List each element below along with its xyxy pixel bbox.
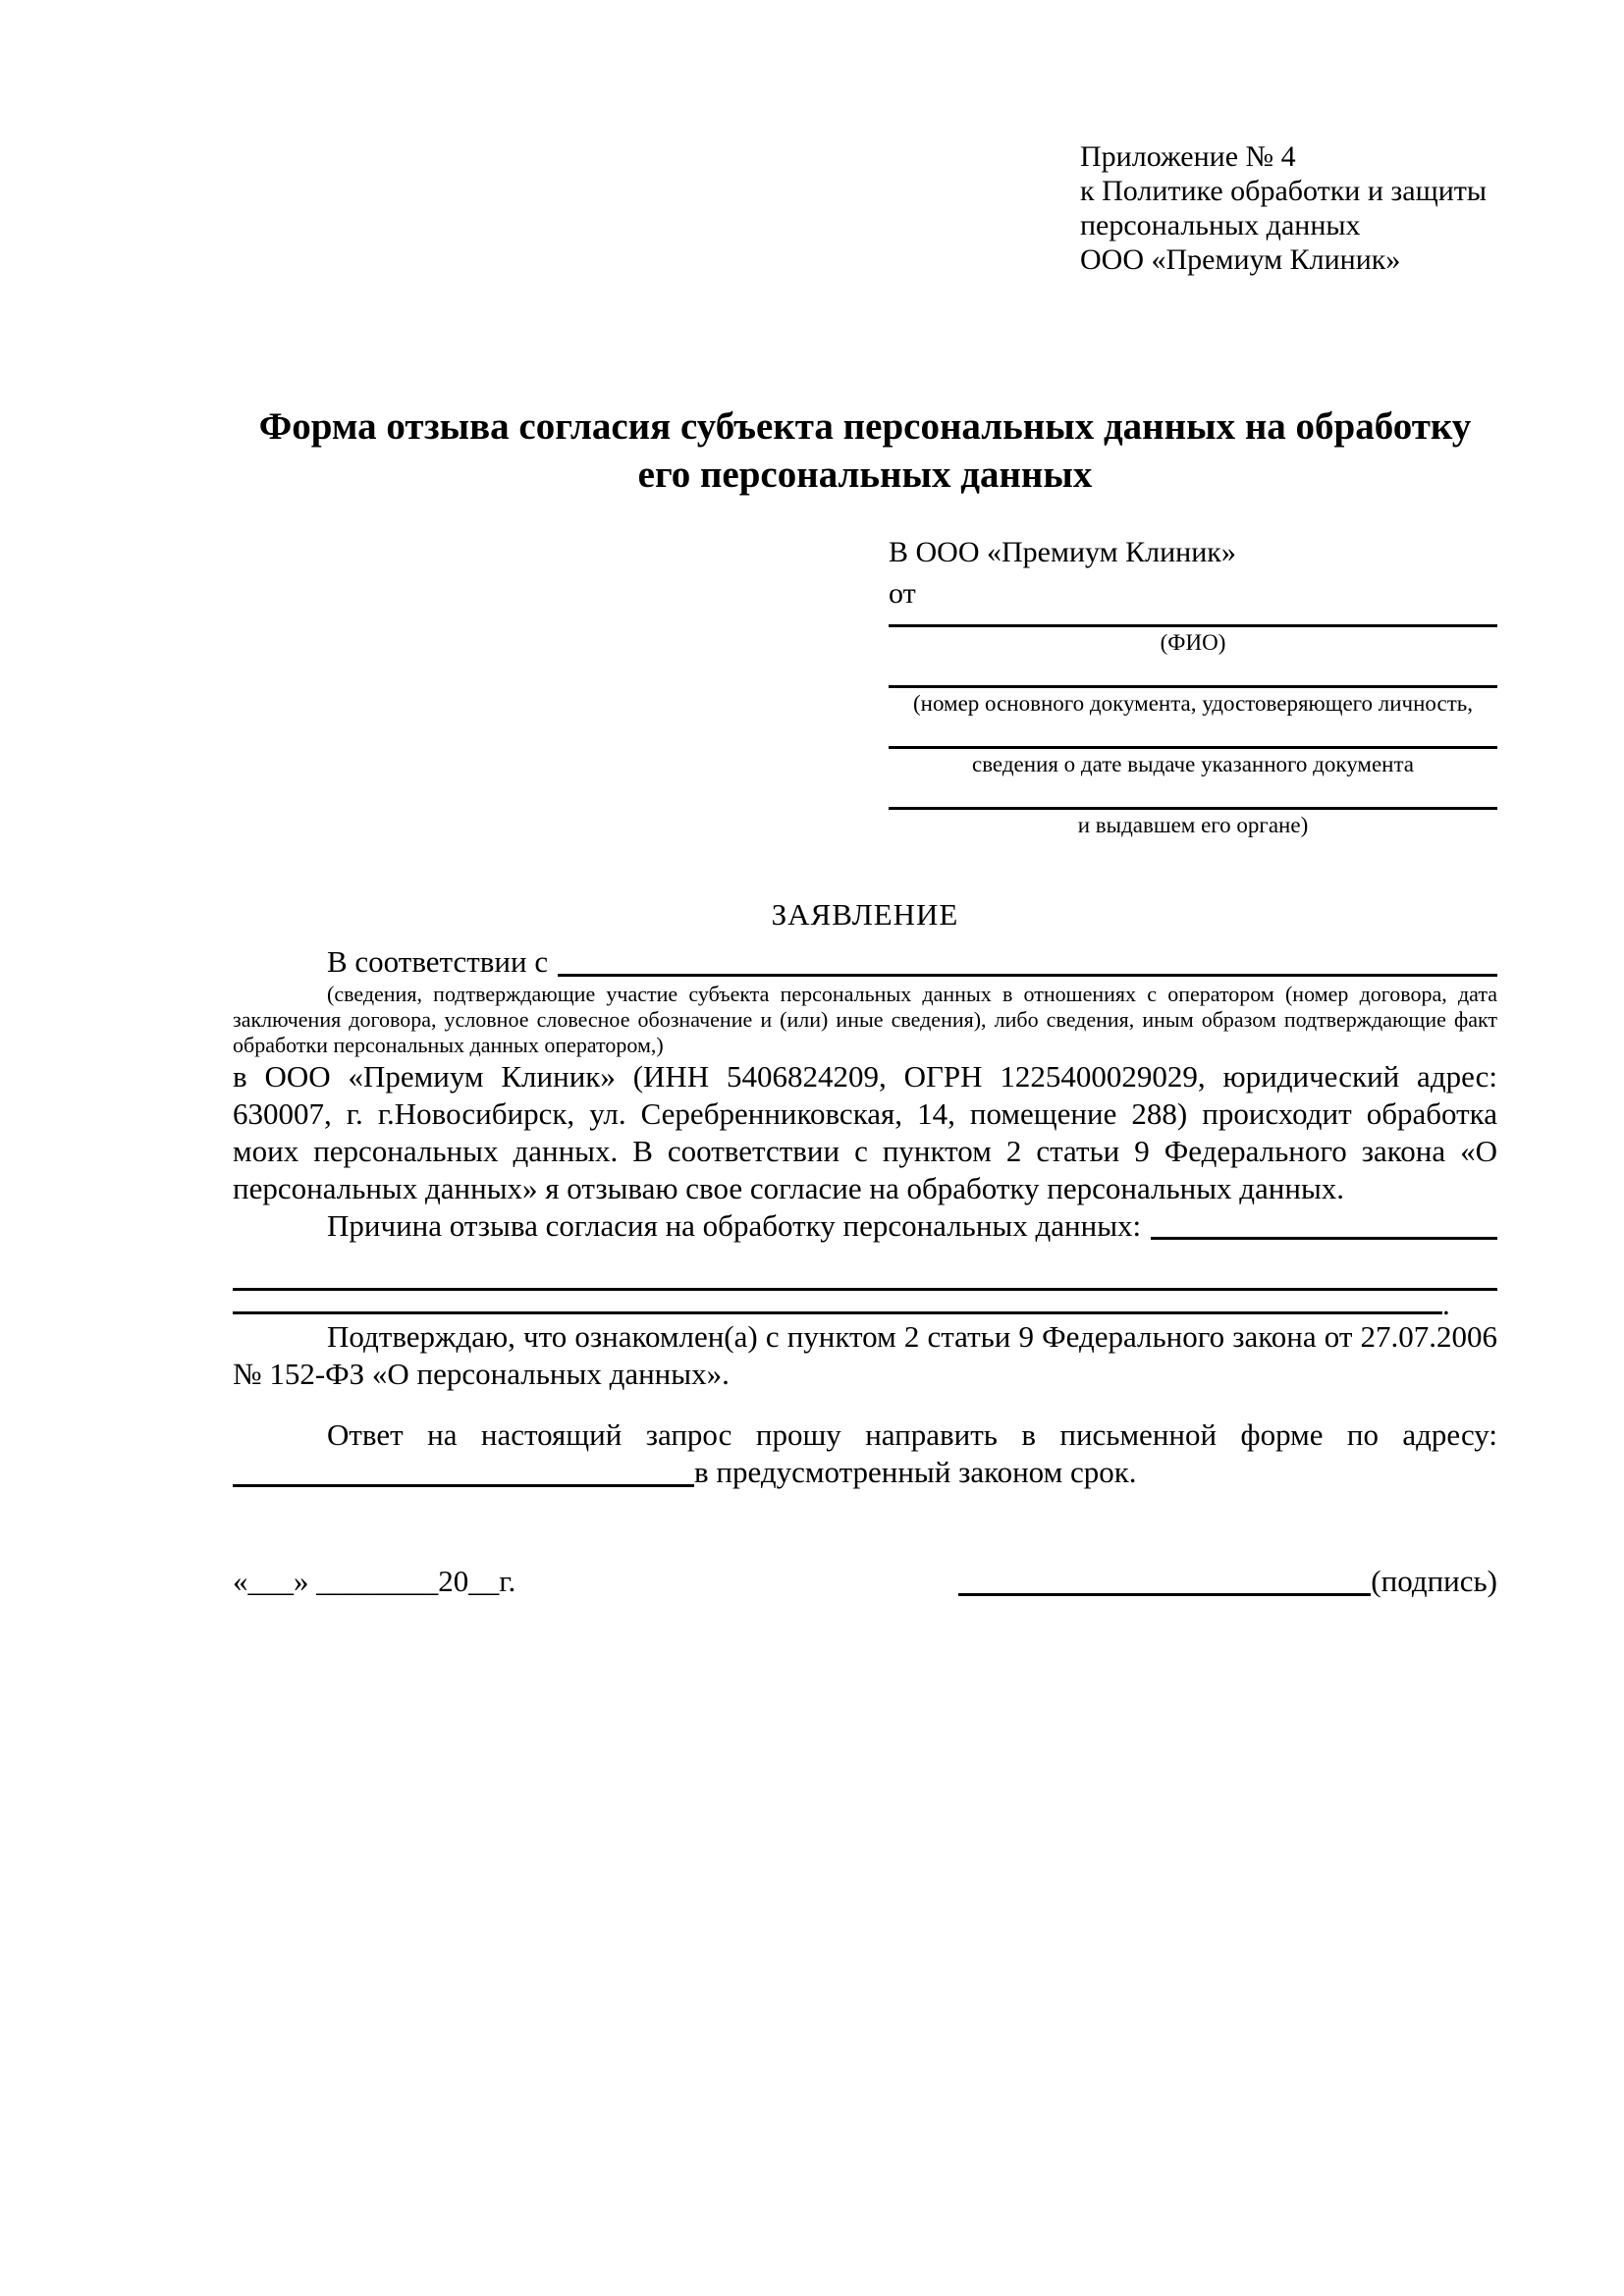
document-number-write-line xyxy=(889,659,1497,688)
statement-body: в ООО «Премиум Клиник» (ИНН 5406824209, ОГРН 1225400029029, юридический адрес: 630007, г. г.Новосибирск, ул. Серебренниковская, 14, помещение 288) происходит обработка моих персональных данных. В соответствии с пунктом 2 статьи 9 Федерального закона «О персональных данных» я отзываю свое согласие на обработку персональных данных. xyxy=(233,1059,1497,1205)
intro-prefix: В соответствии с xyxy=(327,944,549,979)
reason-write-line-3-rule xyxy=(233,1291,1442,1314)
document-number-caption: (номер основного документа, удостоверяющего личность, xyxy=(912,691,1473,716)
signature-write-line xyxy=(958,1563,1371,1596)
reason-write-line-2 xyxy=(233,1245,1497,1291)
fio-write-line xyxy=(889,614,1497,627)
reply-address-line xyxy=(233,1454,1497,1491)
reply-request-line: Ответ на настоящий запрос прошу направить в письменной форме по адресу: xyxy=(327,1417,1497,1452)
reason-end-period: . xyxy=(1442,1287,1450,1321)
addressee-block xyxy=(889,532,1497,841)
document-title: Форма отзыва согласия субъекта персональных данных на обработку его персональных данных xyxy=(258,405,1472,496)
addressee-from-label: от xyxy=(889,577,916,610)
issue-date-caption: сведения о дате выдаче указанного документа xyxy=(971,752,1415,776)
reason-line xyxy=(233,1207,1497,1245)
statement-heading: ЗАЯВЛЕНИЕ xyxy=(771,897,959,932)
reply-address-write-line xyxy=(233,1454,694,1487)
reason-write-line xyxy=(1151,1207,1497,1240)
basis-write-line xyxy=(558,942,1497,977)
confirmation-paragraph: Подтверждаю, что ознакомлен(а) с пунктом 2 статьи 9 Федерального закона от 27.07.2006 № 152-ФЗ «О персональных данных». xyxy=(233,1319,1497,1391)
signoff-row xyxy=(233,1563,1497,1600)
reason-label: Причина отзыва согласия на обработку персональных данных: xyxy=(327,1208,1142,1243)
fio-caption: (ФИО) xyxy=(1160,630,1226,655)
intro-line xyxy=(233,942,1497,982)
issuing-authority-write-line xyxy=(889,780,1497,810)
signature-caption: (подпись) xyxy=(1371,1564,1497,1598)
annex-header-line: к Политике обработки и защиты xyxy=(1080,175,1488,207)
annex-header-line: Приложение № 4 xyxy=(1080,140,1296,173)
issuing-authority-caption: и выдавшем его органе) xyxy=(1077,813,1309,837)
date-blank-line: «___» ________20__г. xyxy=(233,1564,516,1598)
annex-header-line: ООО «Премиум Клиник» xyxy=(1080,243,1401,276)
reply-suffix: в предусмотренный законом срок. xyxy=(694,1455,1137,1489)
annex-header-line: персональных данных xyxy=(1080,209,1361,241)
addressee-to: В ООО «Премиум Клиник» xyxy=(889,536,1236,568)
annex-header xyxy=(1080,139,1497,277)
reason-write-line-3 xyxy=(233,1287,1497,1321)
explanatory-note: (сведения, подтверждающие участие субъекта персональных данных в отношениях с оператором (номер договора, дата заключения договора, условное словесное обозначение и (или) иные сведения), либо сведения, иным образом подтверждающие факт обработки персональных данных оператором,) xyxy=(233,982,1497,1057)
issue-date-write-line xyxy=(889,720,1497,749)
signature-group xyxy=(958,1563,1497,1600)
